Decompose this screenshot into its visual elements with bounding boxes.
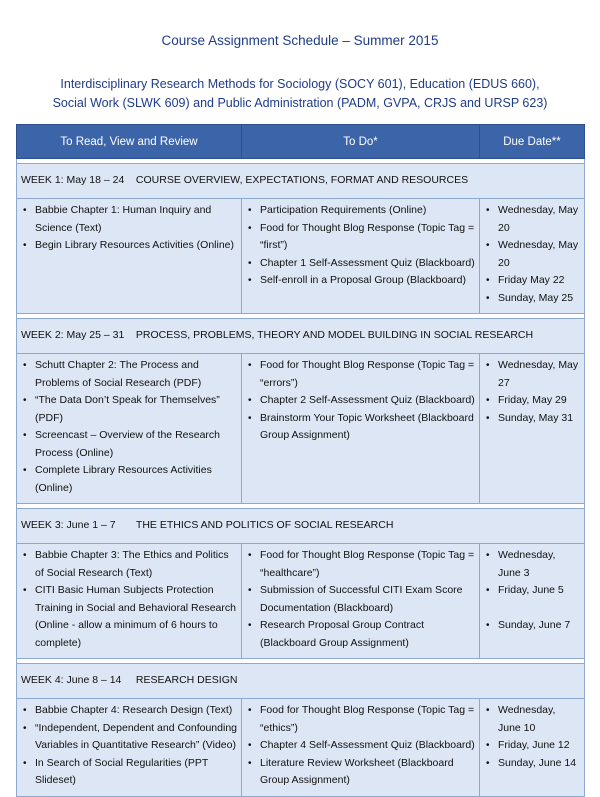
due-cell bbox=[480, 699, 585, 797]
todo-item: • Food for Thought Blog Response (Topic Tag = “first”) bbox=[246, 220, 475, 255]
read-item: • “Independent, Dependent and Confounding Variables in Quantitative Research” (Video) bbox=[21, 720, 237, 755]
header-read: To Read, View and Review bbox=[17, 125, 242, 159]
week-label: WEEK 1: May 18 – 24 bbox=[21, 174, 125, 187]
header-row bbox=[17, 125, 585, 159]
read-item: • In Search of Social Regularities (PPT Slideset) bbox=[21, 755, 237, 790]
due-item: • Sunday, May 31 bbox=[484, 410, 580, 428]
course-subtitle bbox=[0, 75, 600, 113]
due-item: • Wednesday, May 27 bbox=[484, 357, 580, 392]
week-content-row bbox=[17, 354, 585, 504]
week-row bbox=[17, 164, 585, 199]
week-topic: THE ETHICS AND POLITICS OF SOCIAL RESEARCH bbox=[135, 519, 394, 532]
header-todo: To Do* bbox=[242, 125, 480, 159]
read-item: • Babbie Chapter 1: Human Inquiry and Science (Text) bbox=[21, 202, 237, 237]
header-due: Due Date** bbox=[480, 125, 585, 159]
read-cell bbox=[17, 199, 242, 314]
read-item: • Schutt Chapter 2: The Process and Problems of Social Research (PDF) bbox=[21, 357, 237, 392]
todo-cell bbox=[242, 699, 480, 797]
page-title: Course Assignment Schedule – Summer 2015 bbox=[161, 33, 439, 48]
todo-item: • Food for Thought Blog Response (Topic Tag = “errors”) bbox=[246, 357, 475, 392]
todo-cell bbox=[242, 354, 480, 504]
todo-item: • Food for Thought Blog Response (Topic Tag = “healthcare”) bbox=[246, 547, 475, 582]
week-row bbox=[17, 664, 585, 699]
todo-item: • Food for Thought Blog Response (Topic Tag = “ethics”) bbox=[246, 702, 475, 737]
week-label: WEEK 3: June 1 – 7 bbox=[21, 519, 116, 532]
schedule-table bbox=[16, 124, 585, 797]
subtitle-line-2: Social Work (SLWK 609) and Public Administration (PADM, GVPA, CRJS and URSP 623) bbox=[52, 96, 548, 110]
todo-item: • Literature Review Worksheet (Blackboard Group Assignment) bbox=[246, 755, 475, 790]
due-cell bbox=[480, 544, 585, 659]
week-topic: COURSE OVERVIEW, EXPECTATIONS, FORMAT AND RESOURCES bbox=[135, 174, 469, 187]
due-cell bbox=[480, 199, 585, 314]
due-item: • Friday, June 12 bbox=[484, 737, 580, 755]
read-item: • Complete Library Resources Activities (Online) bbox=[21, 462, 237, 497]
due-item: • Wednesday, May 20 bbox=[484, 237, 580, 272]
week-content-row bbox=[17, 699, 585, 797]
due-item: • Wednesday, June 10 bbox=[484, 702, 580, 737]
todo-cell bbox=[242, 544, 480, 659]
todo-item: • Self-enroll in a Proposal Group (Blackboard) bbox=[246, 272, 475, 290]
week-row bbox=[17, 509, 585, 544]
read-item: • Screencast – Overview of the Research Process (Online) bbox=[21, 427, 237, 462]
todo-item: • Brainstorm Your Topic Worksheet (Blackboard Group Assignment) bbox=[246, 410, 475, 445]
todo-item: • Research Proposal Group Contract (Blackboard Group Assignment) bbox=[246, 617, 475, 652]
read-item: • Babbie Chapter 4: Research Design (Text) bbox=[21, 702, 237, 720]
read-item: • Begin Library Resources Activities (Online) bbox=[21, 237, 237, 255]
todo-item: • Chapter 4 Self-Assessment Quiz (Blackboard) bbox=[246, 737, 475, 755]
read-cell bbox=[17, 354, 242, 504]
week-topic: PROCESS, PROBLEMS, THEORY AND MODEL BUILDING IN SOCIAL RESEARCH bbox=[135, 329, 534, 342]
due-item: • Sunday, June 14 bbox=[484, 755, 580, 773]
week-row bbox=[17, 319, 585, 354]
week-label: WEEK 4: June 8 – 14 bbox=[21, 674, 122, 687]
read-item: • Babbie Chapter 3: The Ethics and Politics of Social Research (Text) bbox=[21, 547, 237, 582]
read-cell bbox=[17, 544, 242, 659]
due-cell bbox=[480, 354, 585, 504]
due-item: • Wednesday, June 3 bbox=[484, 547, 580, 582]
subtitle-line-1: Interdisciplinary Research Methods for Sociology (SOCY 601), Education (EDUS 660), bbox=[60, 77, 540, 91]
week-label: WEEK 2: May 25 – 31 bbox=[21, 329, 125, 342]
due-item: • Friday, May 29 bbox=[484, 392, 580, 410]
read-item: • CITI Basic Human Subjects Protection Training in Social and Behavioral Research (Online - allow a minimum of 6 hours to complete) bbox=[21, 582, 237, 652]
todo-cell bbox=[242, 199, 480, 314]
week-topic: RESEARCH DESIGN bbox=[135, 674, 238, 687]
due-item: • Wednesday, May 20 bbox=[484, 202, 580, 237]
due-item: • Friday, June 5 bbox=[484, 582, 580, 600]
due-item: • Friday May 22 bbox=[484, 272, 580, 290]
todo-item: • Submission of Successful CITI Exam Score Documentation (Blackboard) bbox=[246, 582, 475, 617]
todo-item: • Participation Requirements (Online) bbox=[246, 202, 475, 220]
week-content-row bbox=[17, 199, 585, 314]
todo-item: • Chapter 2 Self-Assessment Quiz (Blackboard) bbox=[246, 392, 475, 410]
week-content-row bbox=[17, 544, 585, 659]
read-cell bbox=[17, 699, 242, 797]
due-item: • Sunday, June 7 bbox=[484, 617, 580, 635]
due-item: • Sunday, May 25 bbox=[484, 290, 580, 308]
read-item: • “The Data Don’t Speak for Themselves” (PDF) bbox=[21, 392, 237, 427]
todo-item: • Chapter 1 Self-Assessment Quiz (Blackboard) bbox=[246, 255, 475, 273]
